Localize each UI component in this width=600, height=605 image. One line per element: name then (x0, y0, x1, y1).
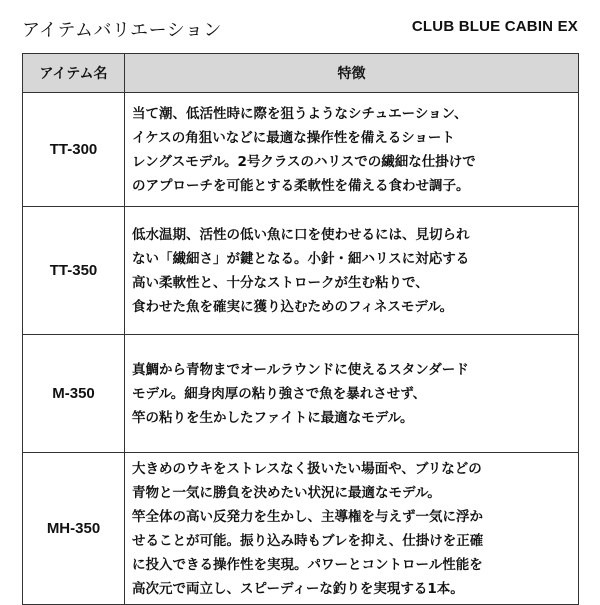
item-name-cell: M-350 (23, 335, 125, 453)
item-name-cell: TT-350 (23, 207, 125, 335)
feature-text-line: 青物と一気に勝負を決めたい状況に最適なモデル。 (132, 484, 441, 501)
feature-text-line: 竿全体の高い反発力を生かし、主導権を与えず一気に浮か (132, 508, 483, 525)
feature-text-line: 食わせた魚を確実に獲り込むためのフィネスモデル。 (132, 298, 454, 315)
column-header-feature: 特徴 (125, 54, 579, 93)
table-row (23, 207, 579, 335)
feature-text-line: せることが可能。振り込み時もブレを抑え、仕掛けを正確 (132, 532, 484, 549)
feature-text-line: 高次元で両立し、スピーディーな釣りを実現する1本。 (132, 580, 464, 597)
feature-text-line: 低水温期、活性の低い魚に口を使わせるには、見切られ (132, 226, 470, 243)
feature-text-line: レングスモデル。2号クラスのハリスでの繊細な仕掛けで (132, 153, 476, 170)
feature-text-line: イケスの角狙いなどに最適な操作性を備えるショート (132, 129, 455, 146)
feature-text-line: ない「繊細さ」が鍵となる。小針・細ハリスに対応する (132, 250, 470, 267)
table-row (23, 335, 579, 453)
feature-text-line: のアプローチを可能とする柔軟性を備える食わせ調子。 (132, 177, 470, 194)
item-variation-table (22, 53, 579, 605)
page-header (22, 12, 578, 46)
feature-text-line: 大きめのウキをストレスなく扱いたい場面や、ブリなどの (132, 460, 482, 477)
item-feature-cell (125, 93, 579, 207)
feature-text-line: 竿の粘りを生かしたファイトに最適なモデル。 (132, 409, 414, 426)
feature-text-line: 高い柔軟性と、十分なストロークが生む粘りで、 (132, 274, 429, 291)
table-row (23, 453, 579, 605)
item-feature-cell (125, 335, 579, 453)
item-name-cell: MH-350 (23, 453, 125, 605)
feature-text-line: 真鯛から青物までオールラウンドに使えるスタンダード (132, 361, 469, 378)
item-feature-cell (125, 453, 579, 605)
table-row (23, 93, 579, 207)
feature-text-line: モデル。細身肉厚の粘り強さで魚を暴れさせず、 (132, 385, 427, 402)
page-title: アイテムバリエーション (22, 20, 222, 41)
feature-text-line: に投入できる操作性を実現。パワーとコントロール性能を (132, 556, 483, 573)
item-name-cell: TT-300 (23, 93, 125, 207)
table-header-row (23, 54, 579, 93)
product-series-title: CLUB BLUE CABIN EX (411, 18, 578, 35)
item-feature-cell (125, 207, 579, 335)
column-header-item-name: アイテム名 (23, 54, 125, 93)
feature-text-line: 当て潮、低活性時に際を狙うようなシチュエーション、 (132, 105, 468, 122)
